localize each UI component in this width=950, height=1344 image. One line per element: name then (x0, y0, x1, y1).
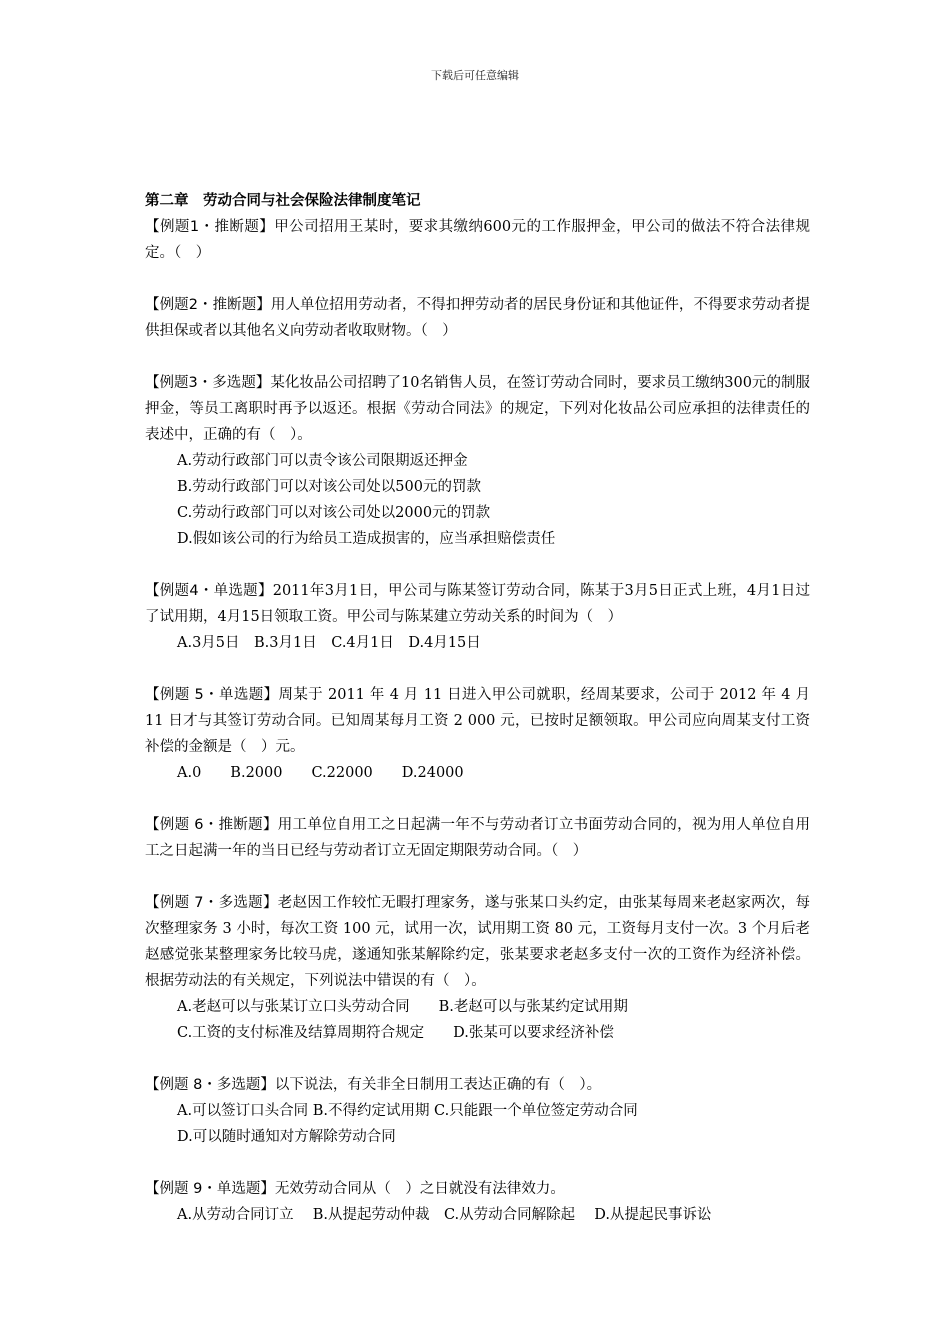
question-text (145, 370, 810, 448)
question-stem: 2011年3月1日，甲公司与陈某签订劳动合同，陈某于3月5日正式上班，4月1日过了试用期，4月15日领取工资。甲公司与陈某建立劳动关系的时间为（ ） (145, 583, 810, 625)
question-text (145, 682, 810, 760)
question-label: 【例题 5・单选题】 (145, 687, 279, 703)
header-note: 下载后可任意编辑 (431, 69, 519, 82)
option-line: A.0 B.2000 C.22000 D.24000 (177, 765, 464, 781)
question-label: 【例题 6・推断题】 (145, 817, 278, 833)
question-label: 【例题 7・多选题】 (145, 895, 278, 911)
question-block (145, 890, 810, 1046)
question-label: 【例题4・单选题】 (145, 583, 273, 599)
question-text (145, 214, 810, 266)
question-label: 【例题2・推断题】 (145, 297, 271, 313)
question-text (145, 292, 810, 344)
question-text (145, 1072, 810, 1098)
question-block (145, 292, 810, 344)
question-block (145, 1176, 810, 1228)
chapter-title: 第二章 劳动合同与社会保险法律制度笔记 (145, 193, 421, 209)
question-block (145, 214, 810, 266)
question-stem: 以下说法，有关非全日制用工表达正确的有（ ）。 (274, 1077, 602, 1093)
question-block (145, 578, 810, 656)
question-stem: 甲公司招用王某时，要求其缴纳600元的工作服押金，甲公司的做法不符合法律规定。（ ） (145, 219, 810, 261)
option-line: C.劳动行政部门可以对该公司处以2000元的罚款 (177, 505, 491, 521)
option-line: B.劳动行政部门可以对该公司处以500元的罚款 (177, 479, 481, 495)
option-line: D.假如该公司的行为给员工造成损害的，应当承担赔偿责任 (177, 531, 556, 547)
question-block (145, 812, 810, 864)
option-line: C.工资的支付标准及结算周期符合规定 D.张某可以要求经济补偿 (177, 1025, 614, 1041)
question-label: 【例题 8・多选题】 (145, 1077, 275, 1093)
question-stem: 用工单位自用工之日起满一年不与劳动者订立书面劳动合同的，视为用人单位自用工之日起满一年的当日已经与劳动者订立无固定期限劳动合同。（ ） (145, 817, 810, 859)
question-text (145, 812, 810, 864)
question-text (145, 890, 810, 994)
option-line: A.3月5日 B.3月1日 C.4月1日 D.4月15日 (177, 635, 481, 651)
question-label: 【例题3・多选题】 (145, 375, 271, 391)
question-stem: 用人单位招用劳动者，不得扣押劳动者的居民身份证和其他证件，不得要求劳动者提供担保或者以其他名义向劳动者收取财物。（ ） (145, 297, 810, 339)
question-text (145, 1176, 810, 1202)
option-line: A.老赵可以与张某订立口头劳动合同 B.老赵可以与张某约定试用期 (177, 999, 628, 1015)
document-body (145, 188, 810, 1254)
question-stem: 周某于 2011 年 4 月 11 日进入甲公司就职，经周某要求，公司于 2012 年 4 月 11 日才与其签订劳动合同。已知周某每月工资 2 000 元，已按时足额领取。甲公司应向周某支付工资补偿的金额是（ ）元。 (145, 687, 811, 755)
question-stem: 老赵因工作较忙无暇打理家务，遂与张某口头约定，由张某每周来老赵家两次，每次整理家务 3 小时，每次工资 100 元，试用一次，试用期工资 80 元，工资每月支付一次。3 个月后老赵感觉张某整理家务比较马虎，遂通知张某解除约定，张某要求老赵多支付一次的工资作为经济补偿。根据劳动法的有关规定，下列说法中错误的有（ ）。 (145, 895, 810, 989)
question-stem: 某化妆品公司招聘了10名销售人员，在签订劳动合同时，要求员工缴纳300元的制服押金，等员工离职时再予以返还。根据《劳动合同法》的规定，下列对化妆品公司应承担的法律责任的表述中，正确的有（ ）。 (145, 375, 810, 443)
option-line: A.劳动行政部门可以责令该公司限期返还押金 (177, 453, 468, 469)
question-block (145, 370, 810, 552)
question-block (145, 1072, 810, 1150)
question-list (145, 214, 810, 1228)
question-label: 【例题1・推断题】 (145, 219, 275, 235)
option-line: A.可以签订口头合同 B.不得约定试用期 C.只能跟一个单位签定劳动合同 (177, 1103, 638, 1119)
option-line: D.可以随时通知对方解除劳动合同 (177, 1129, 396, 1145)
question-text (145, 578, 810, 630)
question-block (145, 682, 810, 786)
question-stem: 无效劳动合同从（ ）之日就没有法律效力。 (274, 1181, 565, 1197)
option-line: A.从劳动合同订立 B.从提起劳动仲裁 C.从劳动合同解除起 D.从提起民事诉讼 (177, 1207, 712, 1223)
question-label: 【例题 9・单选题】 (145, 1181, 275, 1197)
